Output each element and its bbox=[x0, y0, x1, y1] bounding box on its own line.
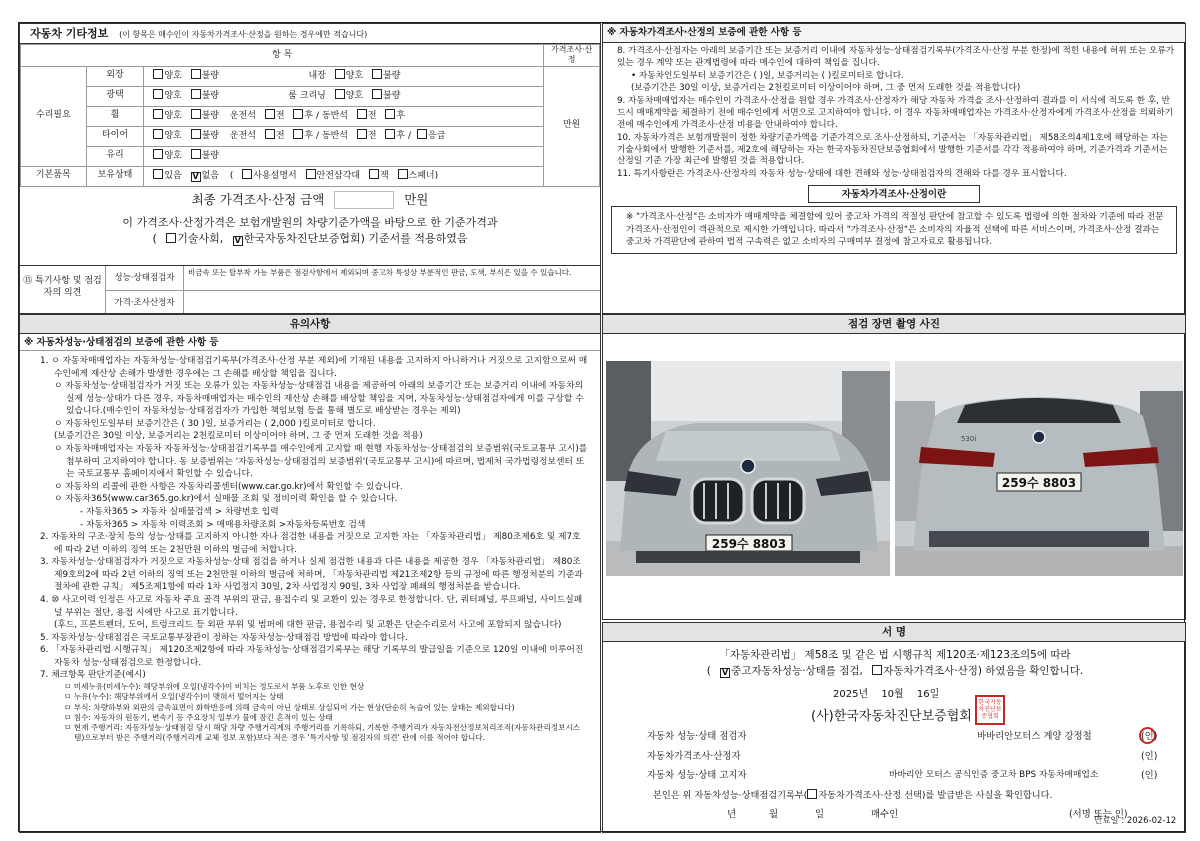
good-text: 양호 bbox=[164, 151, 182, 162]
basis-opt1: 기술사회, bbox=[177, 231, 224, 245]
tire-driver-rear-checkbox[interactable] bbox=[293, 129, 303, 139]
info-title: 자동차 기타정보 bbox=[30, 27, 109, 40]
final-price-field[interactable] bbox=[334, 191, 394, 209]
sign-line1: 「자동차관리법」 제58조 및 같은 법 시행규칙 제120조·제123조의5에 따라 bbox=[719, 649, 1071, 661]
vehicle-other-info-panel bbox=[19, 23, 601, 314]
good-text: 양호 bbox=[345, 91, 364, 102]
bad-text: 불량 bbox=[383, 71, 401, 82]
inspection-record-sheet bbox=[18, 22, 1185, 832]
good-text: 양호 bbox=[164, 131, 182, 142]
note-7-m2: ㅁ 누유(누수): 해당부위에서 오일(냉각수)이 맺혀서 떨어지는 상태 bbox=[64, 692, 284, 702]
note-1-o5: ㅇ 자동차365(www.car365.go.kr)에서 실매물 조회 및 정비이력 확인을 할 수 있습니다. bbox=[54, 494, 398, 505]
inspection-photo-panel bbox=[602, 314, 1186, 620]
price-check-checkbox[interactable] bbox=[872, 665, 882, 675]
sign-date bbox=[833, 688, 939, 701]
info-table bbox=[20, 44, 600, 187]
front-text: 전 bbox=[275, 131, 285, 142]
inspector-opinion: 비금속 또는 탈부착 가능 부품은 점검사항에서 제외되며 중고차 특성상 부분적인 판금, 도색, 부식은 있을 수 있습니다. bbox=[184, 266, 601, 291]
guarantee-p8b: • 자동차인도일부터 보증기간은 ( )일, 보증거리는 ( )킬로미터로 합니다. bbox=[631, 70, 904, 81]
interior-label: 내장 bbox=[308, 71, 326, 82]
sign-header: 서 명 bbox=[603, 623, 1185, 642]
bad-text: 불량 bbox=[201, 71, 219, 82]
note-2: 2. 자동차의 구조·장치 등의 성능·상태를 고지하지 아니한 자나 점검한 내용을 거짓으로 고지한 자는 「자동차관리법」 제80조제6호 및 제7호에 따라 2년 이하의 징역 또는 2천만원 이하의 벌금에 처합니다. bbox=[40, 532, 581, 555]
wheel-label: 휠 bbox=[86, 106, 144, 126]
notes-body bbox=[20, 351, 600, 744]
sign-line2a: 중고자동차성능·상태를 점검, bbox=[731, 665, 863, 677]
row3-in: (인) bbox=[1141, 770, 1158, 781]
note-4b: (후드, 프론트펜더, 도어, 트렁크리드 등 외판 부위 및 범퍼에 대한 판금, 용접수리 및 교환은 단순수리로서 사고에 포함되지 않습니다) bbox=[54, 620, 562, 631]
sign-month: 10 bbox=[881, 689, 895, 700]
rear-text: 후 bbox=[304, 111, 314, 122]
triangle-checkbox[interactable] bbox=[306, 169, 316, 179]
day-unit: 일 bbox=[929, 689, 940, 700]
row3-label: 자동차 성능·상태 고지자 bbox=[647, 770, 747, 781]
note-4: 4. ⑩ 사고이력 인정은 사고로 자동차 주요 골격 부위의 판금, 용접수리 및 교환이 있는 경우로 한정합니다. 단, 쿼터패널, 루프패널, 사이드실패널 부위는 절단, 용접 시에만 사고로 표기합니다. bbox=[40, 594, 583, 618]
note-7-m1: ㅁ 미세누유(미세누수): 해당부위에 오일(냉각수)이 비치는 정도로서 부품 노후로 인한 현상 bbox=[64, 682, 365, 692]
row2-label: 자동차가격조사·산정자 bbox=[647, 751, 741, 762]
price-basis bbox=[20, 213, 600, 247]
note-1-o5a: - 자동차365 > 자동차 실매물검색 > 차량번호 입력 bbox=[80, 506, 279, 517]
none-checkbox[interactable]: V bbox=[192, 172, 199, 182]
spanner-text: 스패너 bbox=[408, 171, 435, 182]
info-title-bar bbox=[20, 24, 600, 44]
used-car-check-checkbox[interactable]: V bbox=[722, 668, 729, 677]
front-car-photo bbox=[606, 361, 890, 576]
notes-header: 유의사항 bbox=[20, 315, 600, 334]
rear-car-image bbox=[895, 361, 1183, 576]
wheel-bad-checkbox[interactable] bbox=[191, 109, 201, 119]
basic-items-label: 기본품목 bbox=[21, 166, 87, 186]
rear-text: 후 bbox=[396, 111, 406, 122]
row1-in: (인) bbox=[1141, 731, 1158, 742]
note-1: 1. ㅇ 자동차매매업자는 자동차성능·상태점검기록부(가격조사·산정 부분 제외)에 기재된 내용을 고지하지 아니하거나 거짓으로 고지함으로써 매수인에게 재산상 손해가 발생한 경우에는 그 손해를 배상할 책임을 집니다. bbox=[40, 356, 588, 379]
basis-tech-checkbox[interactable] bbox=[166, 233, 176, 243]
tire-pass-front-checkbox[interactable] bbox=[357, 129, 367, 139]
bad-text: 불량 bbox=[383, 91, 401, 102]
driver-text: 운전석 bbox=[229, 131, 256, 142]
glass-row bbox=[144, 146, 544, 166]
row5-year: 년 bbox=[727, 809, 737, 820]
row5-month: 월 bbox=[769, 809, 779, 820]
org-seal-stamp: 한국자동차진단보증협회 bbox=[975, 695, 1005, 725]
good-text: 양호 bbox=[164, 111, 182, 122]
gloss-row bbox=[144, 86, 544, 106]
buyer-label: 매수인 bbox=[871, 809, 899, 820]
bad-text: 불량 bbox=[201, 151, 219, 162]
wheel-driver-rear-checkbox[interactable] bbox=[293, 109, 303, 119]
note-7-m3: ㅁ 부식: 차량하부와 외판의 금속표면이 화학반응에 의해 금속이 아닌 상태로 상실되어 가는 현상(단순히 녹슬어 있는 상태는 제외합니다) bbox=[64, 702, 515, 712]
bad-text: 불량 bbox=[201, 91, 219, 102]
front-text: 전 bbox=[367, 131, 377, 142]
guarantee-title: ※ 자동차가격조사·산정의 보증에 관한 사항 등 bbox=[603, 24, 1185, 43]
driver-text: 운전석 bbox=[229, 111, 256, 122]
info-note: (이 항목은 매수인이 자동차가격조사·산정을 원하는 경우에만 적습니다) bbox=[119, 30, 368, 39]
tire-good-checkbox[interactable] bbox=[153, 129, 163, 139]
wheel-good-checkbox[interactable] bbox=[153, 109, 163, 119]
row4-a: 본인은 위 자동차성능·상태점검기록부( bbox=[653, 790, 808, 801]
guarantee-body bbox=[603, 43, 1185, 181]
rear-text: 후 bbox=[396, 131, 406, 142]
front-text: 전 bbox=[275, 111, 285, 122]
interior-good-checkbox[interactable] bbox=[335, 69, 345, 79]
wheel-driver-front-checkbox[interactable] bbox=[265, 109, 275, 119]
exterior-good-checkbox[interactable] bbox=[153, 69, 163, 79]
emergency-text: 응급 bbox=[428, 131, 446, 142]
gloss-label: 광택 bbox=[86, 86, 144, 106]
sign-line2b: 자동차가격조사·산정) 하였음을 확인합니다. bbox=[883, 665, 1084, 677]
pricer-label: 가격·조사산정자 bbox=[106, 291, 184, 314]
row1-value: 바바리안모터스 계양 강정철 bbox=[977, 731, 1092, 742]
wheel-row bbox=[144, 106, 544, 126]
good-text: 양호 bbox=[345, 71, 364, 82]
sign-year: 2025 bbox=[833, 689, 859, 700]
note-1-o2: ㅇ 자동차인도일부터 보증기간은 ( 30 )일, 보증거리는 ( 2,000 )킬로미터로 합니다. bbox=[54, 418, 376, 429]
none-text: 없음 bbox=[201, 171, 219, 182]
note-1-o2b: (보증기간은 30일 이상, 보증거리는 2천킬로미터 이상이어야 하며, 그 중 먼저 도래한 것을 적용) bbox=[54, 431, 423, 442]
interior-bad-checkbox[interactable] bbox=[372, 69, 382, 79]
spanner-checkbox[interactable] bbox=[398, 169, 408, 179]
wheel-pass-rear-checkbox[interactable] bbox=[385, 109, 395, 119]
tire-bad-checkbox[interactable] bbox=[191, 129, 201, 139]
pricer-opinion bbox=[184, 291, 601, 314]
gloss-good-checkbox[interactable] bbox=[153, 89, 163, 99]
sign-line2: ( V 중고자동차성능·상태를 점검, 자동차가격조사·산정) 하였음을 확인합니다. bbox=[706, 665, 1084, 677]
year-unit: 년 bbox=[858, 689, 869, 700]
inspector-label: 성능·상태점검자 bbox=[106, 266, 184, 291]
tire-driver-front-checkbox[interactable] bbox=[265, 129, 275, 139]
basic-items-row: 있음 V 없음 ( 사용설명서 안전삼각대 잭 스패너) bbox=[144, 166, 544, 186]
notes-subtitle: ※ 자동차성능·상태점검의 보증에 관한 사항 등 bbox=[20, 334, 600, 351]
notes-panel bbox=[19, 314, 601, 833]
note-7-m5: ㅁ 현재 주행거리: 자동차성능·상태점검 당시 해당 차량 주행거리계의 주행거리를 기록하되, 기록한 주행거리가 자동차전산정보처리조직(자동차관리정보시스템)으로부터 받은 주행거리(주행거리계 교체 정보 포함)보다 적은 경우 '특기사항 및 점검자의 의견' 란에 이를 적어야 합니다. bbox=[64, 723, 581, 743]
bad-text: 불량 bbox=[201, 131, 219, 142]
tire-row: 양호 불량 운전석 전 후 / 동반석 전 후 / 응급 bbox=[144, 126, 544, 146]
note-6: 6. 「자동차관리법 시행규칙」 제120조제2항에 따라 자동차성능·상태점검기록부는 해당 기록부의 발급일을 기준으로 120일 이내에 이루어진 자동차 성능·상태점검으로 한정합니다. bbox=[40, 645, 584, 668]
note-1-o1: ㅇ 자동차성능·상태점검자가 거짓 또는 오류가 있는 자동차성능·상태점검 내용을 제공하여 아래의 보증기간 또는 보증거리 이내에 자동차의 실제 성능·상태가 다른 경우, 자동차매매업자는 매수인의 재산상 손해를 배상할 책임을 지며, 자동차성능·상태점검자에게 이를 구상할 수 있습니다.(매수인이 자동차성능·상태점검자가 가입한 책임보험 등을 통해 별도로 배상받는 경우는 제외) bbox=[54, 381, 584, 417]
price-value: 만원 bbox=[544, 66, 600, 186]
note-7: 7. 체크항목 판단기준(예시) bbox=[40, 670, 146, 681]
good-text: 양호 bbox=[164, 91, 182, 102]
passenger-text: / 동반석 bbox=[315, 111, 348, 122]
tire-label: 타이어 bbox=[86, 126, 144, 146]
holding-label: 보유상태 bbox=[86, 166, 144, 186]
exterior-bad-checkbox[interactable] bbox=[191, 69, 201, 79]
definition-title: 자동차가격조사·산정이란 bbox=[808, 185, 980, 203]
glass-label: 유리 bbox=[86, 146, 144, 166]
note-1-o3: ㅇ 자동차매매업자는 자동차 자동차성능·상태점검기록부를 매수인에게 고지할 때 현행 자동차성능·상태점검의 보증범위(국토교통부 고시)를 첨부하여 고지하여야 합니다. 동 보증범위는 '자동차성능·상태점검의 보증범위'(국토교통부 고시)에 따르며, 법제처 국가법령정보센터 또는 국토교통부 홈페이지에서 확인할 수 있습니다. bbox=[54, 444, 588, 480]
basis-line2: ( 기술사회, V 한국자동차진단보증협회) 기준서를 적용하였음 bbox=[152, 231, 468, 245]
exterior-label: 외장 bbox=[86, 66, 144, 86]
row4-b: 자동차가격조사·산정 선택)를 발급받은 사실을 확인합니다. bbox=[818, 790, 1053, 801]
note-7-m4: ㅁ 침수: 자동차의 원동기, 변속기 등 주요장치 일부가 물에 잠긴 흔적이 있는 상태 bbox=[64, 712, 333, 722]
row4-statement bbox=[653, 789, 1052, 802]
bad-text: 불량 bbox=[201, 111, 219, 122]
note-1-o4: ㅇ 자동차의 리콜에 관한 사항은 자동차리콜센터(www.car.go.kr)에서 확인할 수 있습니다. bbox=[54, 481, 403, 492]
rear-text: 후 bbox=[304, 131, 314, 142]
triangle-text: 안전삼각대 bbox=[316, 171, 361, 182]
rear-badge-text: 530i bbox=[961, 435, 977, 443]
note-1-o5b: - 자동차365 > 자동차 이력조회 > 매매용차량조회 >자동차등록번호 검색 bbox=[80, 519, 366, 530]
good-text: 양호 bbox=[164, 71, 182, 82]
room-bad-checkbox[interactable] bbox=[372, 89, 382, 99]
col-price-header: 가격조사·산정 bbox=[544, 45, 600, 67]
guarantee-p8: 8. 가격조사·산정자는 아래의 보증기간 또는 보증거리 이내에 자동차성능·상태점검기록부(가격조사·산정 부분 한정)에 적힌 내용에 허위 또는 오류가 있는 경우 계약 또는 관계법령에 따라 매수인에 대하여 책임을 집니다. bbox=[617, 46, 1175, 68]
buyer-sig-mark: (서명 또는 인) bbox=[1069, 809, 1128, 820]
col-item-header: 항 목 bbox=[21, 45, 544, 67]
jack-checkbox[interactable] bbox=[369, 169, 379, 179]
final-price-label: 최종 가격조사·산정 금액 bbox=[191, 191, 325, 207]
row4-price-checkbox[interactable] bbox=[807, 789, 817, 799]
glass-good-checkbox[interactable] bbox=[153, 149, 163, 159]
final-price-unit: 만원 bbox=[404, 191, 429, 207]
signature-panel bbox=[602, 622, 1186, 833]
photo-header: 점검 장면 촬영 사진 bbox=[603, 315, 1185, 334]
have-checkbox[interactable] bbox=[153, 169, 163, 179]
exterior-row bbox=[144, 66, 544, 86]
basis-opt2: 한국자동차진단보증협회) 기준서를 적용하였음 bbox=[243, 231, 468, 245]
row1-label: 자동차 성능·상태 점검자 bbox=[647, 731, 747, 742]
gloss-bad-checkbox[interactable] bbox=[191, 89, 201, 99]
manual-checkbox[interactable] bbox=[242, 169, 252, 179]
rear-plate-text: 259수 8803 bbox=[1001, 476, 1077, 490]
guarantee-p11: 11. 특기사항란은 가격조사·산정자의 자동차 성능·상태에 대한 견해와 성능·상태점검자의 견해와 다를 경우 표시합니다. bbox=[617, 169, 1067, 180]
sign-org: (사)한국자동차진단보증협회 bbox=[811, 709, 972, 724]
final-price-row bbox=[20, 187, 600, 213]
jack-text: 잭 bbox=[379, 171, 389, 182]
month-unit: 월 bbox=[894, 689, 904, 700]
glass-bad-checkbox[interactable] bbox=[191, 149, 201, 159]
guarantee-p9: 9. 자동차매매업자는 매수인이 가격조사·산정을 원할 경우 가격조사·산정자가 해당 자동차 가격을 조사·산정하여 결과를 이 서식에 적도록 한 후, 반드시 매매계약을 체결하기 전에 매수인에게 서면으로 고지하여야 합니다. 이 경우 자동차매매업자는 가격조사·산정자에게 가격조사·산정을 의뢰하기 전에 매수인에게 가격조사·산정 비용을 안내하여야 합니다. bbox=[617, 96, 1174, 130]
basis-kadg-checkbox[interactable]: V bbox=[234, 235, 241, 245]
front-text: 전 bbox=[367, 111, 377, 122]
basis-line1: 이 가격조사·산정가격은 보험개발원의 차량기준가액을 바탕으로 한 기준가격과 bbox=[122, 215, 498, 229]
sign-day: 16 bbox=[916, 689, 930, 700]
expiry-date: 만료일 : 2026-02-12 bbox=[1094, 816, 1177, 826]
front-plate-text: 259수 8803 bbox=[711, 537, 787, 551]
row3-value: 바바리안 모터스 공식인증 중고차 BPS 자동차매매업소 bbox=[889, 770, 1099, 780]
guarantee-p10: 10. 자동차가격은 보험개발원이 정한 차량기준가액을 기준가격으로 조사·산정하되, 기준서는 「자동차관리법」 제58조의4제1호에 해당하는 자는 기술사회에서 발행한 기준서를, 제2호에 해당하는 자는 한국자동차진단보증협회에서 발행한 기준서를 각각 적용하여야 하며, 기준가격과 기준서는 산정일 기준 가장 최근에 발행된 것을 적용합니다. bbox=[617, 132, 1168, 167]
tire-pass-rear-checkbox[interactable] bbox=[385, 129, 395, 139]
note-3: 3. 자동차성능·상태점검자가 거짓으로 자동차성능·상태 점검을 하거나 실제 점검한 내용과 다른 내용을 제공한 경우 「자동차관리법」 제80조제9호의2에 따라 2년 이하의 징역 또는 2천만원 이하의 벌금에 처하며, 「자동차관리법 제21조제2항 등의 규정에 따른 행정처분의 기준과 절차에 관한 규칙」 제5조제1항에 따라 1차 사업정지 30일, 2차 사업정지 90일, 3차 사업장 폐쇄의 행정처분을 받습니다. bbox=[40, 557, 583, 593]
passenger-text: / 동반석 bbox=[315, 131, 348, 142]
note-5: 5. 자동차성능·상태점검은 국토교통부장관이 정하는 자동차성능·상태점검 방법에 따라야 합니다. bbox=[40, 632, 408, 643]
have-text: 있음 bbox=[164, 171, 182, 182]
front-car-image bbox=[606, 361, 890, 576]
row2-in: (인) bbox=[1141, 751, 1158, 762]
special-notes-label: ⑮ 특기사항 및 점검자의 의견 bbox=[20, 266, 106, 314]
price-guarantee-panel bbox=[602, 23, 1186, 314]
guarantee-p8c: (보증기간은 30일 이상, 보증거리는 2천킬로미터 이상이어야 하며, 그 중 먼저 도래한 것을 적용합니다) bbox=[631, 83, 1021, 94]
special-notes-section bbox=[20, 265, 600, 314]
wheel-pass-front-checkbox[interactable] bbox=[357, 109, 367, 119]
rear-car-photo bbox=[895, 361, 1183, 576]
room-cleaning-label: 룸 크리닝 bbox=[288, 91, 326, 102]
row5-day: 일 bbox=[815, 809, 825, 820]
manual-text: 사용설명서 bbox=[253, 171, 297, 182]
room-good-checkbox[interactable] bbox=[335, 89, 345, 99]
repair-needed-label: 수리필요 bbox=[21, 66, 87, 166]
definition-text: ※ "가격조사·산정"은 소비자가 매매계약을 체결함에 있어 중고차 가격의 적절성 판단에 참고할 수 있도록 법령에 의한 절차와 기준에 따라 전문 가격조사·산정인이 객관적으로 제시한 가액입니다. 따라서 "가격조사·산정"은 소비자의 자율적 선택에 따른 서비스이며, 가격조사·산정 결과는 중고차 가격판단에 관하여 법적 구속력은 없고 소비자의 구매여부 결정에 참고자료로 활용됩니다. bbox=[611, 206, 1177, 254]
tire-emergency-checkbox[interactable] bbox=[417, 129, 427, 139]
